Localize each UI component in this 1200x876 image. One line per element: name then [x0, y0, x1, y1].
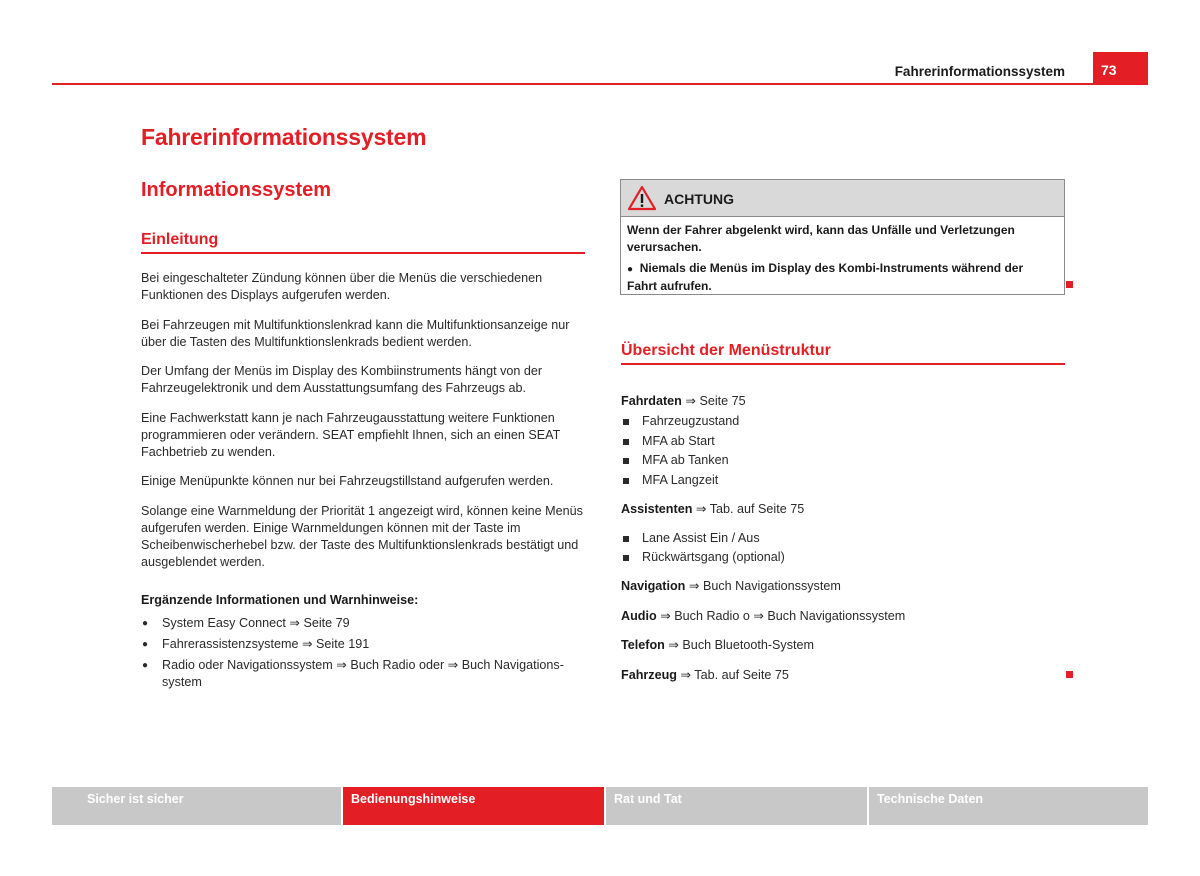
menu-entry-fahrdaten	[621, 393, 1066, 410]
menu-entry-telefon	[621, 637, 1066, 654]
menu-subitem: MFA Langzeit	[621, 472, 1066, 489]
menu-overview-heading: Übersicht der Menüstruktur	[621, 342, 831, 359]
section-end-marker	[1066, 281, 1073, 288]
footer-tab-bedienungshinweise[interactable]: Bedienungshinweise	[343, 787, 604, 825]
warning-header	[621, 180, 1064, 217]
menu-entry-audio	[621, 608, 1066, 625]
menu-entry-navigation	[621, 578, 1066, 595]
supplement-title: Ergänzende Informationen und Warnhinweise:	[141, 593, 419, 607]
footer-tab-sicher-ist-sicher[interactable]: Sicher ist sicher	[52, 787, 341, 825]
supplement-section	[141, 592, 586, 695]
paragraph: Solange eine Warnmeldung der Priorität 1 angezeigt wird, können keine Menüs aufgerufen werden. Einige Warnmeldungen können mit der Taste im Scheibenwischerhebel bzw. der Taste des Multifunktionslenkrads bestätigt und ausgeblendet werden.	[141, 503, 583, 569]
menu-label: Fahrzeug	[621, 667, 677, 682]
paragraph: Der Umfang der Menüs im Display des Kombiinstruments hängt von der Fahrzeugelektronik und dem Ausstattungsumfang des Fahrzeugs ab.	[141, 364, 543, 395]
menu-label: Assistenten	[621, 501, 693, 516]
menu-subitem: MFA ab Start	[621, 433, 1066, 450]
menu-ref: ⇒ Tab. auf Seite 75	[695, 501, 805, 516]
warning-text: Wenn der Fahrer abgelenkt wird, kann das Unfälle und Verletzungen verursachen.	[627, 223, 1015, 254]
menu-ref: ⇒ Buch Navigationssystem	[688, 579, 841, 593]
footer-tab-rat-und-tat[interactable]: Rat und Tat	[606, 787, 867, 825]
supplement-item: ● Radio oder Navigationssystem ⇒ Buch Radio oder ⇒ Buch Navigationssystem	[141, 657, 586, 691]
menu-entry-fahrzeug	[621, 667, 1066, 684]
supplement-item: ● Fahrerassistenzsysteme ⇒ Seite 191	[141, 636, 586, 653]
paragraph: Bei Fahrzeugen mit Multifunktionslenkrad kann die Multifunktionsanzeige nur über die Tasten des Multifunktionslenkrads bedient werden.	[141, 317, 570, 349]
supplement-item: ● System Easy Connect ⇒ Seite 79	[141, 615, 586, 632]
menu-label: Telefon	[621, 638, 665, 652]
warning-bullet	[627, 260, 1056, 295]
menu-ref: ⇒ Buch Radio o ⇒ Buch Navigationssystem	[660, 608, 906, 623]
menu-label: Audio	[621, 608, 657, 623]
menu-ref: ⇒ Tab. auf Seite 75	[680, 667, 789, 682]
chapter-title: Fahrerinformationssystem	[141, 124, 427, 150]
footer-tab-bar	[52, 787, 1148, 825]
warning-box	[620, 179, 1065, 295]
menu-subitem: MFA ab Tanken	[621, 452, 1066, 469]
intro-heading: Einleitung	[141, 231, 219, 248]
bullet-icon: ●	[627, 264, 634, 275]
section-title: Informationssystem	[141, 179, 332, 201]
warning-bullet-text: Niemals die Menüs im Display des Kombi-Instruments während der Fahrt aufrufen.	[627, 261, 1024, 293]
menu-subitem: Lane Assist Ein / Aus	[621, 530, 1066, 547]
intro-text	[141, 270, 586, 583]
menu-label: Navigation	[621, 579, 686, 593]
intro-heading-rule	[141, 252, 585, 254]
menu-overview-rule	[621, 363, 1065, 365]
paragraph: Eine Fachwerkstatt kann je nach Fahrzeugausstattung weitere Funktionen programmieren oder verändern. SEAT empfiehlt Ihnen, sich an einen SEAT Fachbetrieb zu wenden.	[141, 410, 561, 459]
warning-triangle-icon	[627, 185, 657, 211]
paragraph: Einige Menüpunkte können nur bei Fahrzeugstillstand aufgerufen werden.	[141, 474, 554, 488]
running-header-title: Fahrerinformationssystem	[894, 64, 1065, 79]
header-rule	[52, 83, 1148, 85]
menu-structure	[621, 393, 1066, 684]
menu-ref: ⇒ Buch Bluetooth-System	[668, 638, 815, 652]
menu-subitem: Rückwärtsgang (optional)	[621, 549, 1066, 566]
warning-title: ACHTUNG	[664, 191, 734, 207]
menu-ref: ⇒ Seite 75	[685, 394, 746, 408]
section-end-marker	[1066, 671, 1073, 678]
paragraph: Bei eingeschalteter Zündung können über die Menüs die verschiedenen Funktionen des Displays aufgerufen werden.	[141, 271, 543, 302]
menu-subitem: Fahrzeugzustand	[621, 413, 1066, 430]
menu-entry-assistenten	[621, 501, 1066, 518]
page-number: 73	[1093, 52, 1148, 84]
footer-tab-technische-daten[interactable]: Technische Daten	[869, 787, 1148, 825]
menu-label: Fahrdaten	[621, 394, 682, 408]
